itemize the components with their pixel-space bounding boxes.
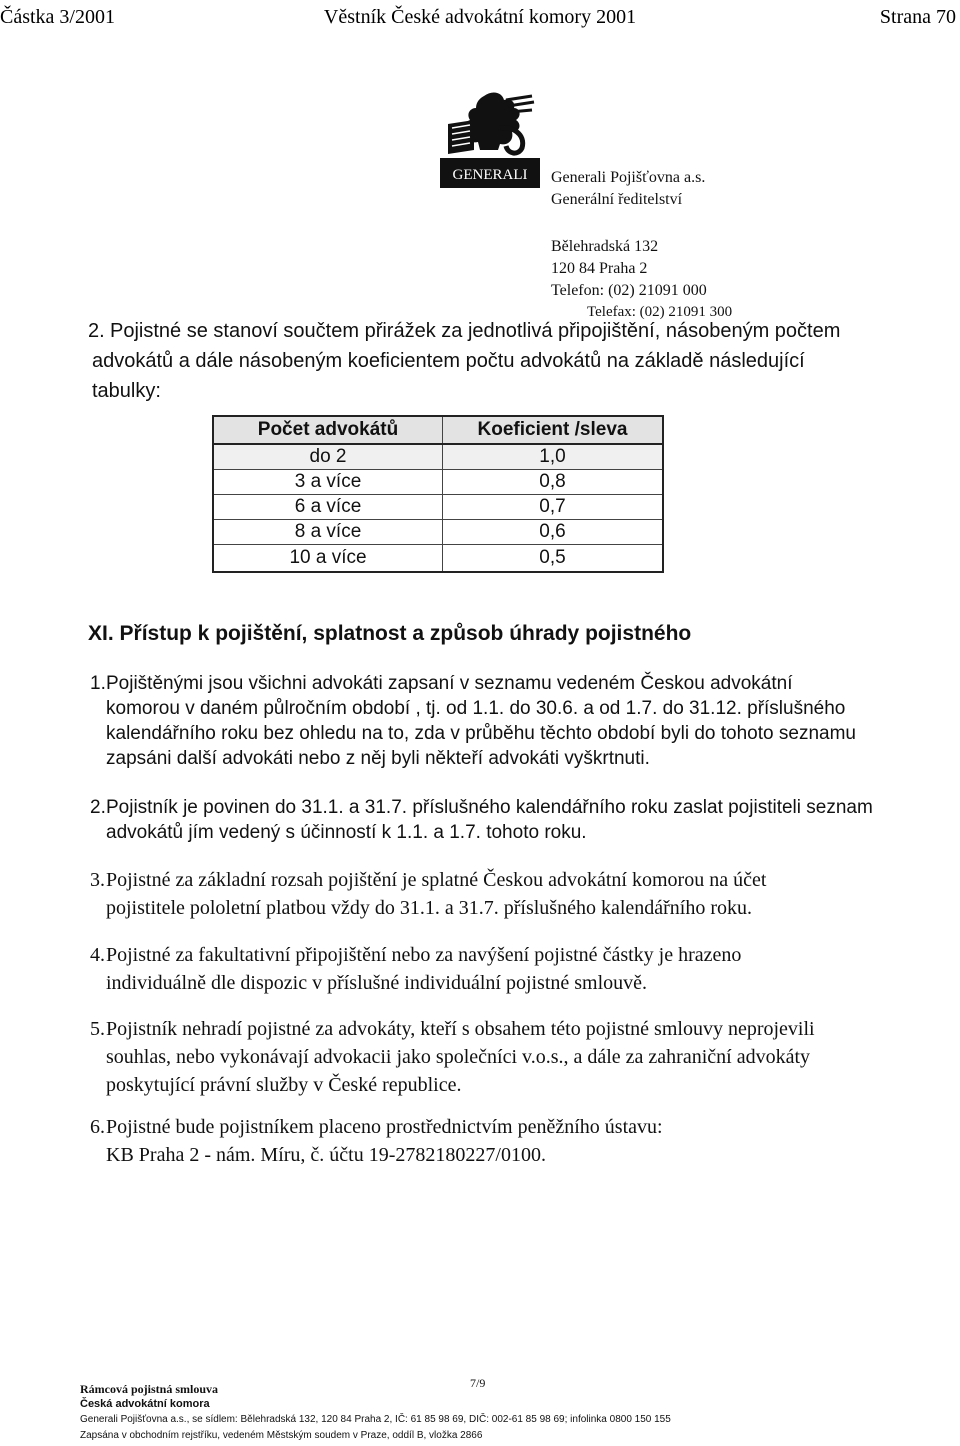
list-item [90,671,890,771]
table-cell-lawyers: 3 a více [213,470,443,495]
list-item [90,866,890,922]
list-item [90,795,890,845]
footer-contract-title: Rámcová pojistná smlouva [80,1382,219,1396]
item-line: souhlas, nebo vykonávají advokacii jako společníci v.o.s., a dále za zahraniční advokáty [106,1046,811,1068]
coefficient-table [212,415,664,573]
item-line: advokátů jím vedený s účinností k 1.1. a 1.7. tohoto roku. [106,822,587,843]
item-line: zapsáni další advokáti nebo z něj byli někteří advokáti vyškrtnuti. [106,748,650,769]
intro-paragraph [88,316,878,406]
company-street: Bělehradská 132 [551,238,659,255]
footer-party: Česká advokátní komora [80,1398,210,1410]
item-line: KB Praha 2 - nám. Míru, č. účtu 19-2782180227/0100. [106,1144,546,1166]
item-number: 2. [90,797,106,818]
list-item [90,941,890,997]
header-page-number: Strana 70 [879,6,956,28]
item-line: Pojistné bude pojistníkem placeno prostřednictvím peněžního ústavu: [106,1116,663,1138]
table-cell-lawyers: do 2 [213,444,443,470]
item-line: poskytující právní služby v České republice. [106,1074,462,1096]
item-line: individuálně dle dispozic v příslušné individuální pojistné smlouvě. [106,972,648,994]
intro-line-1 [88,316,878,346]
list-item [90,1113,890,1169]
item-number: 5. [90,1018,105,1040]
footer-page-number: 7/9 [470,1376,486,1390]
footer-registry-line: Zapsána v obchodním rejstříku, vedeném Městským soudem v Praze, oddíl B, vložka 2866 [80,1430,483,1441]
item-line: Pojistník je povinen do 31.1. a 31.7. příslušného kalendářního roku zaslat pojistiteli seznam [106,797,873,818]
table-header-row [213,416,663,444]
table-cell-lawyers: 6 a více [213,495,443,520]
list-item [90,1015,890,1099]
item-line: Pojistník nehradí pojistné za advokáty, kteří s obsahem této pojistné smlouvy neprojevili [106,1018,815,1040]
table-row [213,495,663,520]
item-line: komorou v daném půlročním období , tj. od 1.1. do 30.6. a od 1.7. do 31.12. příslušného [106,698,846,719]
logo-wordmark: GENERALI [452,167,528,183]
table-row [213,520,663,545]
footer-company-line: Generali Pojišťovna a.s., se sídlem: Bělehradská 132, 120 84 Praha 2, IČ: 61 85 98 69, DIČ: 002-61 85 98 69; infolinka 0800 150 155 [80,1414,671,1425]
lion-emblem-icon [440,88,540,188]
company-department: Generální ředitelství [551,191,683,208]
table-cell-coefficient: 0,6 [443,520,664,545]
item-line: Pojistné za fakultativní připojištění nebo za navýšení pojistné částky je hrazeno [106,944,742,966]
item-number: 6. [90,1116,105,1138]
item-line: Pojistné za základní rozsah pojištění je splatné Českou advokátní komorou na účet [106,869,767,891]
item-line: kalendářního roku bez ohledu na to, zda v průběhu těchto období byli do tohoto seznamu [106,723,856,744]
item-number: 3. [90,869,105,891]
company-city: 120 84 Praha 2 [551,260,648,277]
intro-text-1: Pojistné se stanoví součtem přirážek za jednotlivá připojištění, násobeným počtem [110,320,841,342]
generali-logo [440,88,540,188]
item-line: pojistitele pololetní platbou vždy do 31.1. a 31.7. příslušného kalendářního roku. [106,897,753,919]
column-header-lawyers: Počet advokátů [213,416,443,444]
table-row [213,444,663,470]
table-row [213,470,663,495]
intro-line-2: advokátů a dále násobeným koeficientem počtu advokátů na základě následující tabulky: [92,350,805,402]
item-number: 4. [90,944,105,966]
column-header-coefficient: Koeficient /sleva [443,416,664,444]
company-fax: Telefax: (02) 21091 300 [587,304,733,320]
company-name: Generali Pojišťovna a.s. [551,169,706,186]
table-cell-lawyers: 8 a více [213,520,443,545]
table-cell-coefficient: 1,0 [443,444,664,470]
item-line: Pojištěnými jsou všichni advokáti zapsaní v seznamu vedeném Českou advokátní [106,673,793,694]
table-cell-coefficient: 0,8 [443,470,664,495]
item-number: 1. [90,673,106,694]
header-journal-title: Věstník České advokátní komory 2001 [323,6,637,28]
header-issue: Částka 3/2001 [0,6,115,28]
table-cell-lawyers: 10 a více [213,545,443,573]
table-row [213,545,663,573]
section-title: XI. Přístup k pojištění, splatnost a způsob úhrady pojistného [88,622,692,645]
company-phone: Telefon: (02) 21091 000 [551,282,707,299]
table-cell-coefficient: 0,7 [443,495,664,520]
intro-number: 2. [88,320,105,342]
table-cell-coefficient: 0,5 [443,545,664,573]
